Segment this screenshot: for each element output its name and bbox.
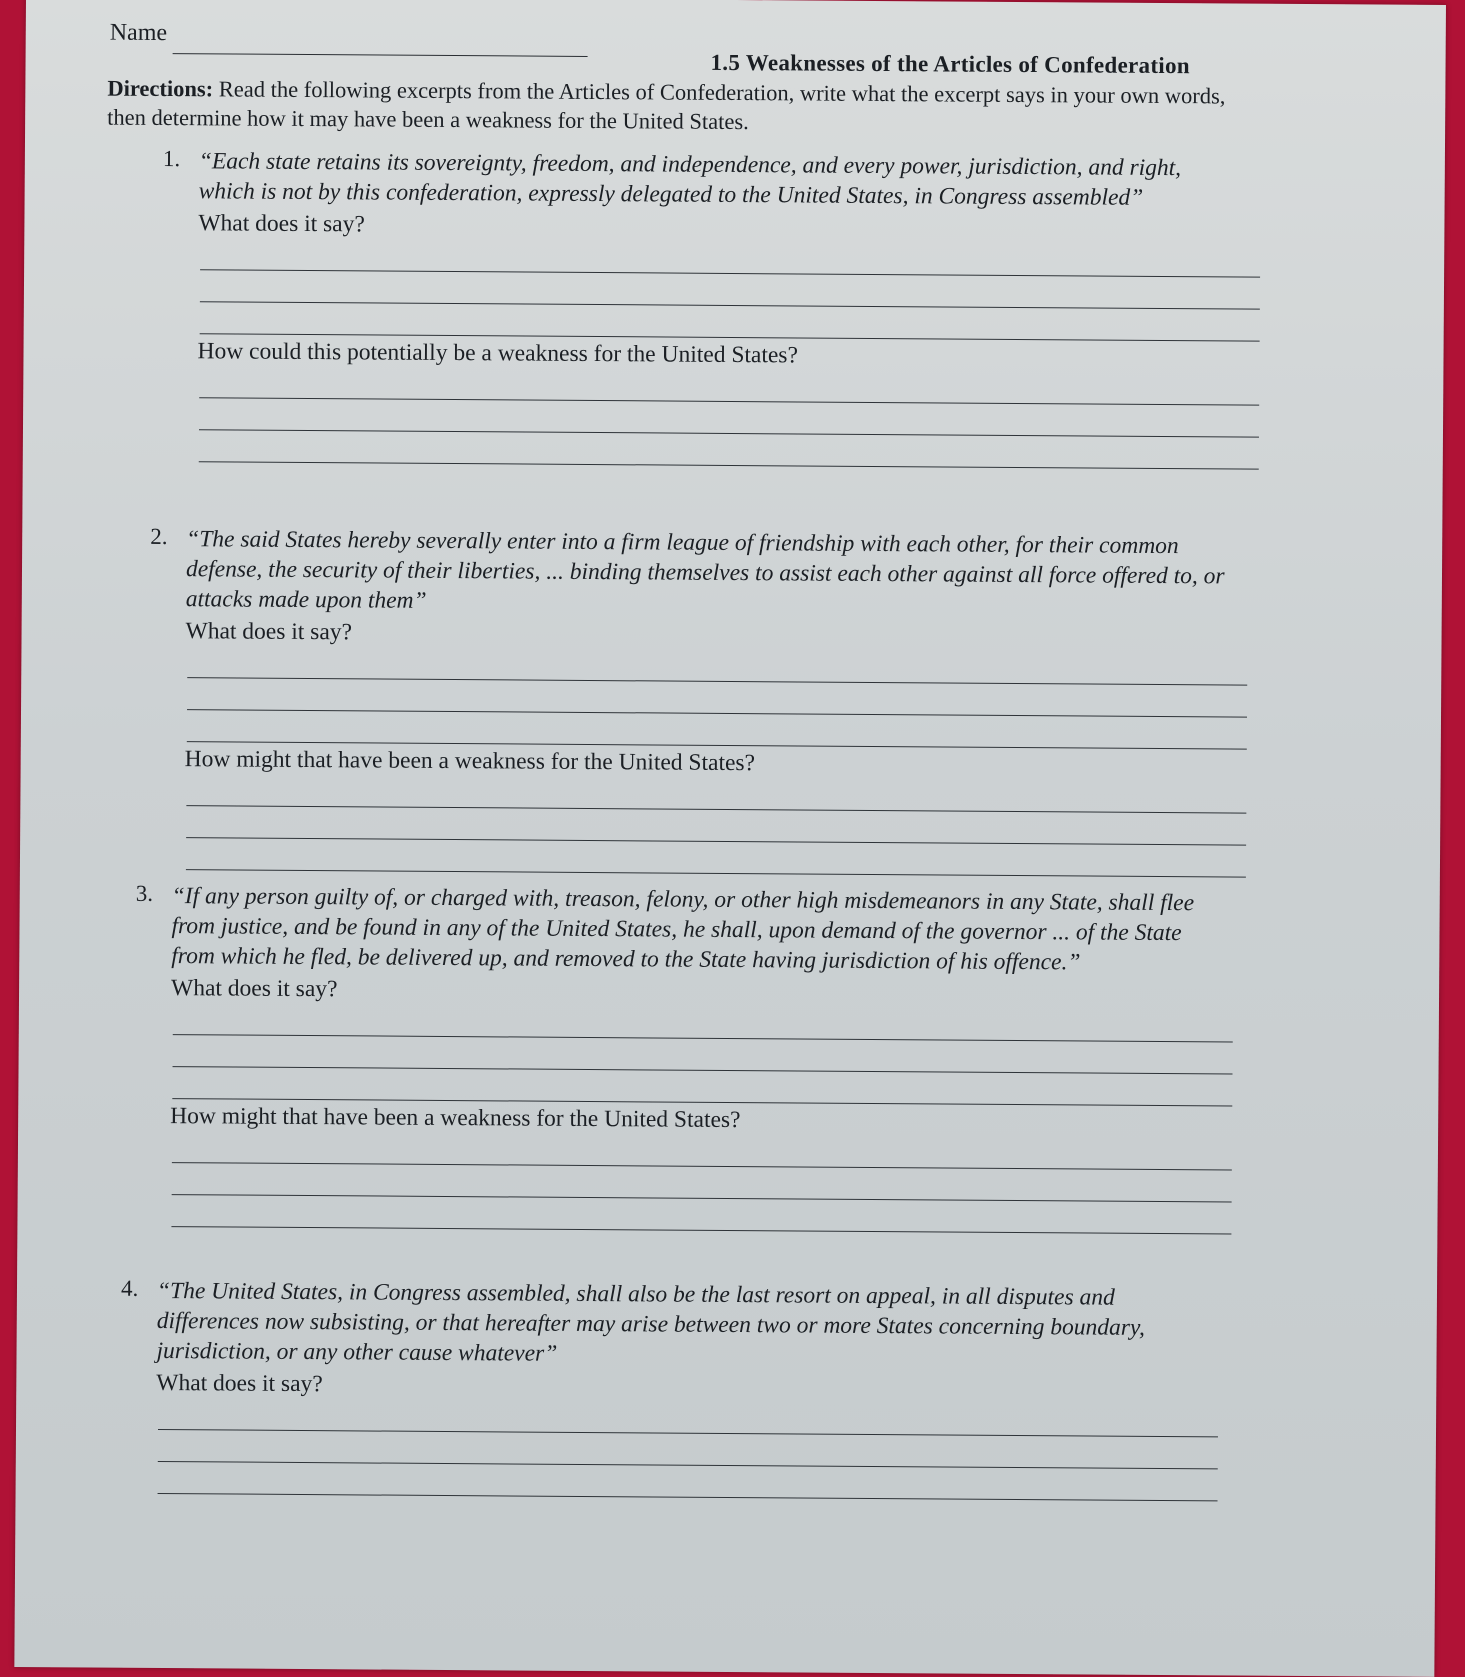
question-number: 1. xyxy=(162,146,181,172)
question-number: 3. xyxy=(135,880,154,906)
directions-label: Directions: xyxy=(107,75,214,102)
name-blank-line xyxy=(173,53,588,57)
answer-line xyxy=(172,1067,1232,1106)
question-prompt-weakness: How might that have been a weakness for the United States? xyxy=(184,746,756,777)
question-prompt-what: What does it say? xyxy=(156,1369,323,1398)
answer-line xyxy=(158,1462,1218,1501)
directions-text: Read the following excerpts from the Articles of Confederation, write what the excerpt says in your own words, then determine how it may have been a weakness for the United States. xyxy=(107,76,1226,135)
question-number: 2. xyxy=(150,523,168,550)
answer-line xyxy=(186,838,1246,877)
question-prompt-what: What does it say? xyxy=(198,210,365,238)
answer-lines xyxy=(170,1003,1281,1107)
question-prompt-what: What does it say? xyxy=(185,618,353,646)
answer-lines xyxy=(156,1398,1267,1502)
answer-lines xyxy=(169,1131,1280,1235)
question-4 xyxy=(120,1275,1267,1502)
question-2 xyxy=(150,523,1296,878)
worksheet-title: 1.5 Weaknesses of the Articles of Confederation xyxy=(710,49,1191,79)
answer-lines xyxy=(198,238,1309,342)
answer-line xyxy=(187,710,1247,749)
question-quote: “The said States hereby severally enter into a firm league of friendship with each other, for their common defense, the security of their liberties, ... binding themselves to assist each other against all force offered to, or attacks made upon them” xyxy=(185,526,1225,614)
answer-line xyxy=(171,1195,1231,1234)
question-prompt-weakness: How could this potentially be a weakness for the United States? xyxy=(197,338,799,369)
question-quote: “If any person guilty of, or charged with, treason, felony, or other high misdemeanors in any State, shall flee from justice, and be found in any of the United States, he shall, upon demand of the governor ... of the State from which he fled, be delivered up, and removed to the State having jurisdiction of his offence.” xyxy=(171,883,1195,976)
answer-lines xyxy=(197,366,1308,470)
name-label: Name xyxy=(109,19,168,47)
answer-lines xyxy=(185,646,1296,750)
question-1 xyxy=(162,146,1309,470)
answer-line xyxy=(199,430,1259,469)
answer-line xyxy=(200,302,1260,341)
question-quote: “The United States, in Congress assembled, shall also be the last resort on appeal, in all disputes and differences now subsisting, or that hereafter may arise between two or more States concerning boundary, jurisdiction, or any other cause whatever” xyxy=(156,1277,1146,1367)
worksheet-page xyxy=(14,0,1446,1677)
name-field xyxy=(110,20,589,57)
question-prompt-weakness: How might that have been a weakness for the United States? xyxy=(170,1103,741,1134)
question-3 xyxy=(135,880,1281,1235)
question-prompt-what: What does it say? xyxy=(170,975,338,1003)
directions xyxy=(107,74,1267,140)
question-quote: “Each state retains its sovereignty, freedom, and independence, and every power, jurisdiction, and right, which is not by this confederation, expressly delegated to the United States, in Congress assembled” xyxy=(198,148,1182,211)
answer-lines xyxy=(184,774,1295,878)
question-number: 4. xyxy=(120,1275,139,1301)
